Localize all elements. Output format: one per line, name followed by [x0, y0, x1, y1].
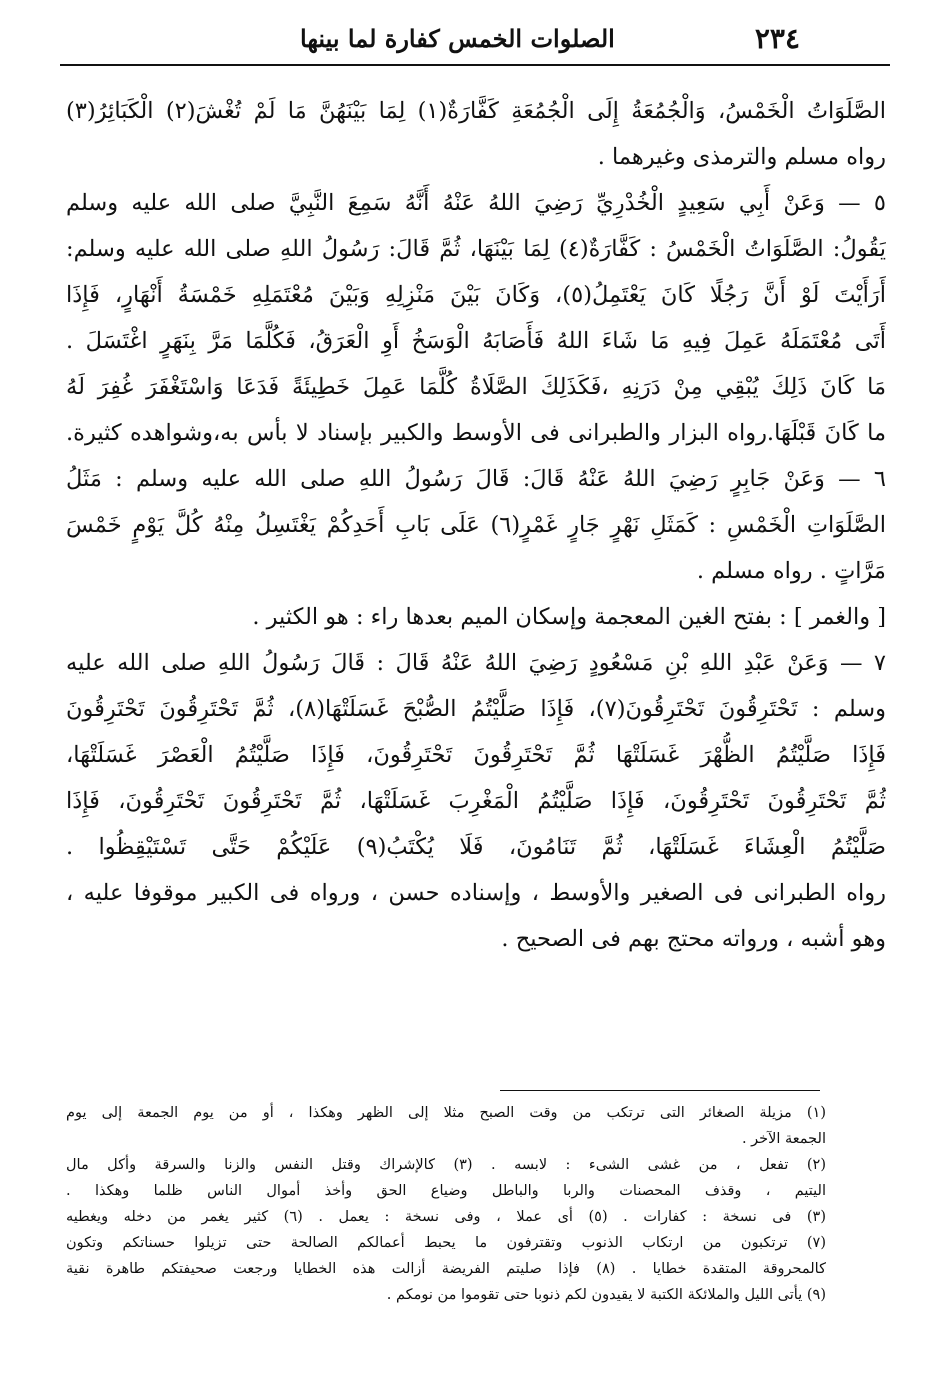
- footnotes: [66, 1100, 826, 1308]
- hadith-7-start: ٧ — وَعَنْ عَبْدِ اللهِ بْنِ مَسْعُودٍ رَضِيَ اللهُ عَنْهُ قَالَ : قَالَ رَسُولُ اللهِ صلى الله عليه: [66, 650, 886, 676]
- running-title: الصلوات الخمس كفارة لما بينها: [300, 23, 615, 53]
- footnote-rule: [500, 1090, 820, 1091]
- page-number: ٢٣٤: [754, 21, 800, 55]
- text-line: رواه مسلم والترمذى وغيرهما .: [597, 144, 886, 170]
- header-rule: [60, 64, 890, 66]
- text-line: يَقُولُ: الصَّلَوَاتُ الْخَمْسُ : كَفَّارَةٌ(٤) لِمَا بَيْنَهَا، ثُمَّ قَالَ: رَسُولُ اللهِ صلى الله عليه وسلم:: [66, 236, 886, 262]
- text-line: وهو أشبه ، ورواته محتج بهم فى الصحيح .: [501, 926, 886, 952]
- hadith-5-start: ٥ — وَعَنْ أَبِي سَعِيدٍ الْخُدْرِيِّ رَضِيَ اللهُ عَنْهُ أَنَّهُ سَمِعَ النَّبِيَّ صلى الله عليه وسلم: [66, 190, 886, 216]
- text-line: ما كَانَ قَبْلَهَا.رواه البزار والطبرانى فى الأوسط والكبير بإسناد لا بأس به،وشواهده كثيرة.: [66, 420, 886, 446]
- footnote-line: (١) مزيلة الصغائر التى ترتكب من وقت الصبح مثلا إلى الظهر وهكذا ، أو من يوم الجمعة إلى يوم: [66, 1105, 826, 1121]
- footnote-line: الجمعة الآخر .: [741, 1131, 826, 1147]
- text-line: أَرَأَيْتَ لَوْ أَنَّ رَجُلًا كَانَ يَعْتَمِلُ(٥)، وَكَانَ بَيْنَ مَنْزِلِهِ وَبَيْنَ مُعْتَمَلِهِ خَمْسَةُ أَنْهَارٍ، فَإِذَا: [66, 282, 886, 308]
- footnote-line: (٧) ترتكبون من ارتكاب الذنوب وتقترفون ما يحبط أعمالكم الصالحة حتى تزيلوا حسناتكم وتكون: [66, 1235, 826, 1251]
- text-line: الصَّلَوَاتُ الْخَمْسُ، وَالْجُمُعَةُ إِلَى الْجُمُعَةِ كَفَّارَةٌ(١) لِمَا بَيْنَهُنَّ مَا لَمْ تُغْشَ(٢) الْكَبَائِرُ(٣): [66, 98, 886, 124]
- main-text: [66, 88, 886, 962]
- footnote-line: كالمحروقة المتقدة خطايا . (٨) فإذا صليتم الفريضة أزالت هذه الخطايا ورجعت صحيفتكم طاهرة نقية: [66, 1261, 826, 1277]
- footnote-line: اليتيم ، وقذف المحصنات والربا والباطل وضياع الحق وأخذ أموال الناس ظلما وهكذا .: [66, 1183, 826, 1199]
- text-line: رواه الطبرانى فى الصغير والأوسط ، وإسناده حسن ، ورواه فى الكبير موقوفا عليه ،: [66, 880, 886, 906]
- page-header: [60, 14, 800, 62]
- text-line: مَرَّاتٍ . رواه مسلم .: [696, 558, 886, 584]
- footnote-line: (٢) تفعل ، من غشى الشىء : لابسه . (٣) كالإشراك وقتل النفس والزنا والسرقة وأكل مال: [66, 1157, 826, 1173]
- text-line: صَلَّيْتُمُ الْعِشَاءَ غَسَلَتْهَا، ثُمَّ تَنَامُونَ، فَلَا يُكْتَبُ(٩) عَلَيْكُمْ حَتَّى تَسْتَيْقِظُوا .: [66, 834, 886, 860]
- text-line: وسلم : تَحْتَرِقُونَ تَحْتَرِقُونَ(٧)، فَإِذَا صَلَّيْتُمُ الصُّبْحَ غَسَلَتْهَا(٨)، ثُمَّ تَحْتَرِقُونَ تَحْتَرِقُونَ: [66, 696, 886, 722]
- text-line: مَا كَانَ ذَلِكَ يُبْقِي مِنْ دَرَنِهِ ،فَكَذَلِكَ الصَّلَاةُ كُلَّمَا عَمِلَ خَطِيئَةً فَدَعَا وَاسْتَغْفَرَ غُفِرَ لَهُ: [66, 374, 886, 400]
- text-line: فَإِذَا صَلَّيْتُمُ الظُّهْرَ غَسَلَتْهَا ثُمَّ تَحْتَرِقُونَ تَحْتَرِقُونَ، فَإِذَا صَلَّيْتُمُ الْعَصْرَ غَسَلَتْهَا،: [66, 742, 886, 768]
- footnote-line: (٩) يأتى الليل والملائكة الكتبة لا يقيدون لكم ذنوبا حتى تقوموا من نومكم .: [386, 1287, 826, 1303]
- text-line: ثُمَّ تَحْتَرِقُونَ تَحْتَرِقُونَ، فَإِذَا صَلَّيْتُمُ الْمَغْرِبَ غَسَلَتْهَا، ثُمَّ تَحْتَرِقُونَ تَحْتَرِقُونَ، فَإِذَا: [66, 788, 886, 814]
- gloss-line: [ والغمر ] : بفتح الغين المعجمة وإسكان الميم بعدها راء : هو الكثير .: [252, 604, 886, 630]
- text-line: الصَّلَوَاتِ الْخَمْسِ : كَمَثَلِ نَهْرٍ جَارٍ غَمْرٍ(٦) عَلَى بَابِ أَحَدِكُمْ يَغْتَسِلُ مِنْهُ كُلَّ يَوْمٍ خَمْسَ: [66, 512, 886, 538]
- footnote-line: (٣) فى نسخة : كفارات . (٥) أى عملا ، وفى نسخة : يعمل . (٦) كثير يغمر من دخله ويغطيه: [66, 1209, 826, 1225]
- hadith-6-start: ٦ — وَعَنْ جَابِرٍ رَضِيَ اللهُ عَنْهُ قَالَ: قَالَ رَسُولُ اللهِ صلى الله عليه وسلم : مَثَلُ: [66, 466, 886, 492]
- text-line: أَتَى مُعْتَمَلَهُ عَمِلَ فِيهِ مَا شَاءَ اللهُ فَأَصَابَهُ الْوَسَخُ أَوِ الْعَرَقُ، فَكُلَّمَا مَرَّ بِنَهَرٍ اغْتَسَلَ .: [66, 328, 886, 354]
